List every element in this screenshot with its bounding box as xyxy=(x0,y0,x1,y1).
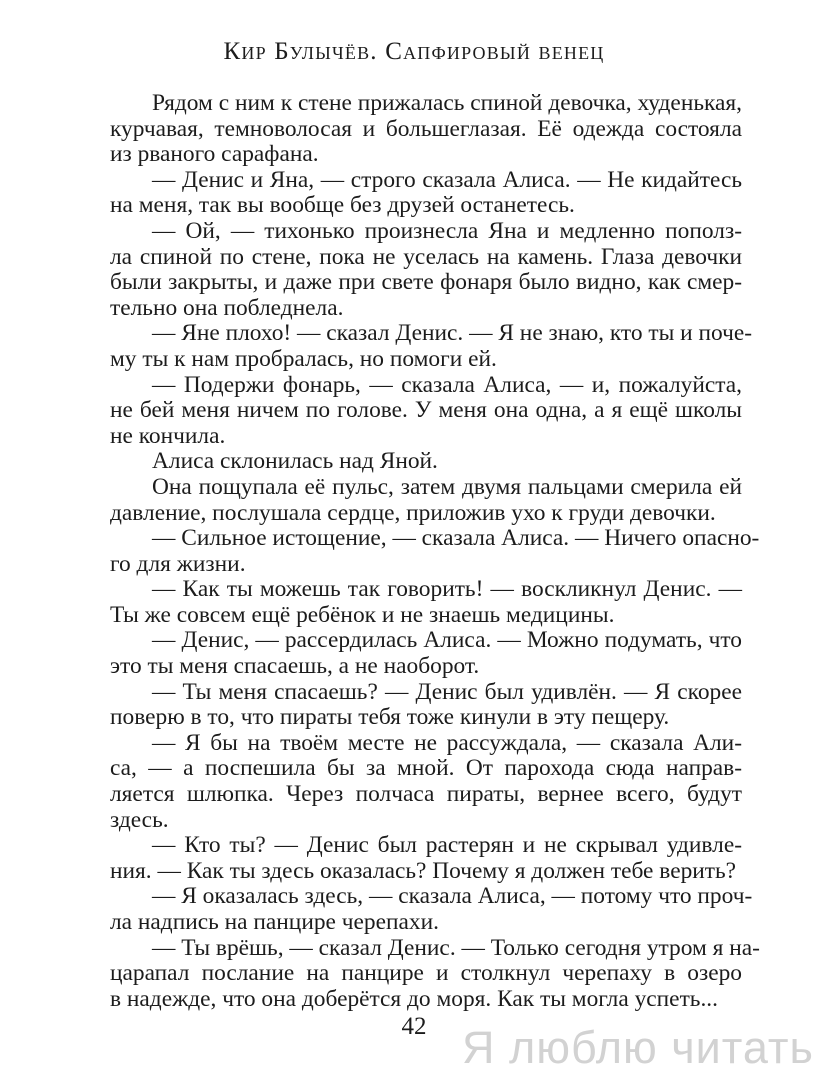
paragraph xyxy=(110,628,742,679)
page-number: 42 xyxy=(401,1013,427,1040)
text-line: — Яне плохо! — сказал Денис. — Я не знаю, кто ты и поче- xyxy=(152,320,753,347)
paragraph xyxy=(110,577,742,628)
text-line: му ты к нам пробралась, но помоги ей. xyxy=(110,345,497,372)
text-line: царапал послание на панцире и столкнул черепаху в озеро xyxy=(110,960,742,987)
paragraph xyxy=(110,168,742,219)
text-line: ла спиной по стене, пока не уселась на камень. Глаза девочки xyxy=(110,243,742,270)
text-line: са, — а поспешила бы за мной. От парохода сюда направ- xyxy=(110,755,742,782)
paragraph xyxy=(110,883,753,935)
text-line: ла надпись на панцире черепахи. xyxy=(110,909,439,935)
text-line: — Ты меня спасаешь? — Денис был удивлён. — Я скорее xyxy=(152,678,742,705)
text-line: Она пощупала её пульс, затем двумя пальцами смерила ей xyxy=(152,473,742,500)
text-line: это ты меня спасаешь, а не наоборот. xyxy=(110,653,480,680)
page-header: Кир Булычёв. Сапфировый венец xyxy=(223,38,605,65)
body-text xyxy=(110,90,760,1012)
text-line: — Денис и Яна, — строго сказала Алиса. — Не кидайтесь xyxy=(152,166,742,193)
text-line: — Как ты можешь так говорить! — воскликнул Денис. — xyxy=(152,576,742,603)
paragraph xyxy=(110,833,742,884)
text-line: — Сильное истощение, — сказала Алиса. — Ничего опасно- xyxy=(152,525,760,552)
text-line: Ты же совсем ещё ребёнок и не знаешь медицины. xyxy=(110,601,615,628)
paragraph xyxy=(110,934,760,1013)
paragraph xyxy=(110,320,753,372)
text-line: Алиса склонилась над Яной. xyxy=(152,448,438,475)
paragraph xyxy=(110,219,742,321)
paragraph xyxy=(110,91,742,168)
text-line: курчавая, темноволосая и большеглазая. Её одежда состояла xyxy=(110,115,742,142)
text-line: — Ой, — тихонько произнесла Яна и медленно пополз- xyxy=(152,217,742,244)
text-line: на меня, так вы вообще без друзей останетесь. xyxy=(110,192,575,219)
text-line: Рядом с ним к стене прижалась спиной девочка, худенькая, xyxy=(152,90,742,116)
text-line: в надежде, что она доберётся до моря. Как ты могла успеть... xyxy=(110,985,718,1012)
text-line: — Кто ты? — Денис был растерян и не скрывал удивле- xyxy=(152,832,742,859)
paragraph xyxy=(110,475,742,526)
paragraph xyxy=(110,373,742,450)
text-line: го для жизни. xyxy=(110,550,246,577)
text-line: тельно она побледнела. xyxy=(110,294,344,321)
text-line: — Денис, — рассердилась Алиса. — Можно подумать, что xyxy=(152,627,742,654)
text-line: давление, послушала сердце, приложив ухо к груди девочки. xyxy=(110,499,716,526)
paragraph xyxy=(110,680,742,731)
paragraph xyxy=(110,525,760,577)
text-line: не кончила. xyxy=(110,422,226,449)
text-line: — Я оказалась здесь, — сказала Алиса, — потому что проч- xyxy=(152,883,753,910)
paragraph xyxy=(110,731,742,833)
text-line: здесь. xyxy=(110,806,169,833)
text-line: — Подержи фонарь, — сказала Алиса, — и, пожалуйста, xyxy=(152,371,742,398)
text-line: не бей меня ничем по голове. У меня она одна, а я ещё школы xyxy=(110,397,742,424)
watermark: Я люблю читать xyxy=(461,1022,814,1073)
paragraph xyxy=(110,449,742,475)
text-line: — Я бы на твоём месте не рассуждала, — сказала Али- xyxy=(152,729,742,756)
text-line: поверю в то, что пираты тебя тоже кинули в эту пещеру. xyxy=(110,704,670,731)
text-line: ния. — Как ты здесь оказалась? Почему я должен тебе верить? xyxy=(110,857,737,884)
text-line: из рваного сарафана. xyxy=(110,141,319,168)
text-line: ляется шлюпка. Через полчаса пираты, вернее всего, будут xyxy=(110,781,742,808)
text-line: — Ты врёшь, — сказал Денис. — Только сегодня утром я на- xyxy=(152,934,760,961)
text-line: были закрыты, и даже при свете фонаря было видно, как смер- xyxy=(110,269,742,296)
